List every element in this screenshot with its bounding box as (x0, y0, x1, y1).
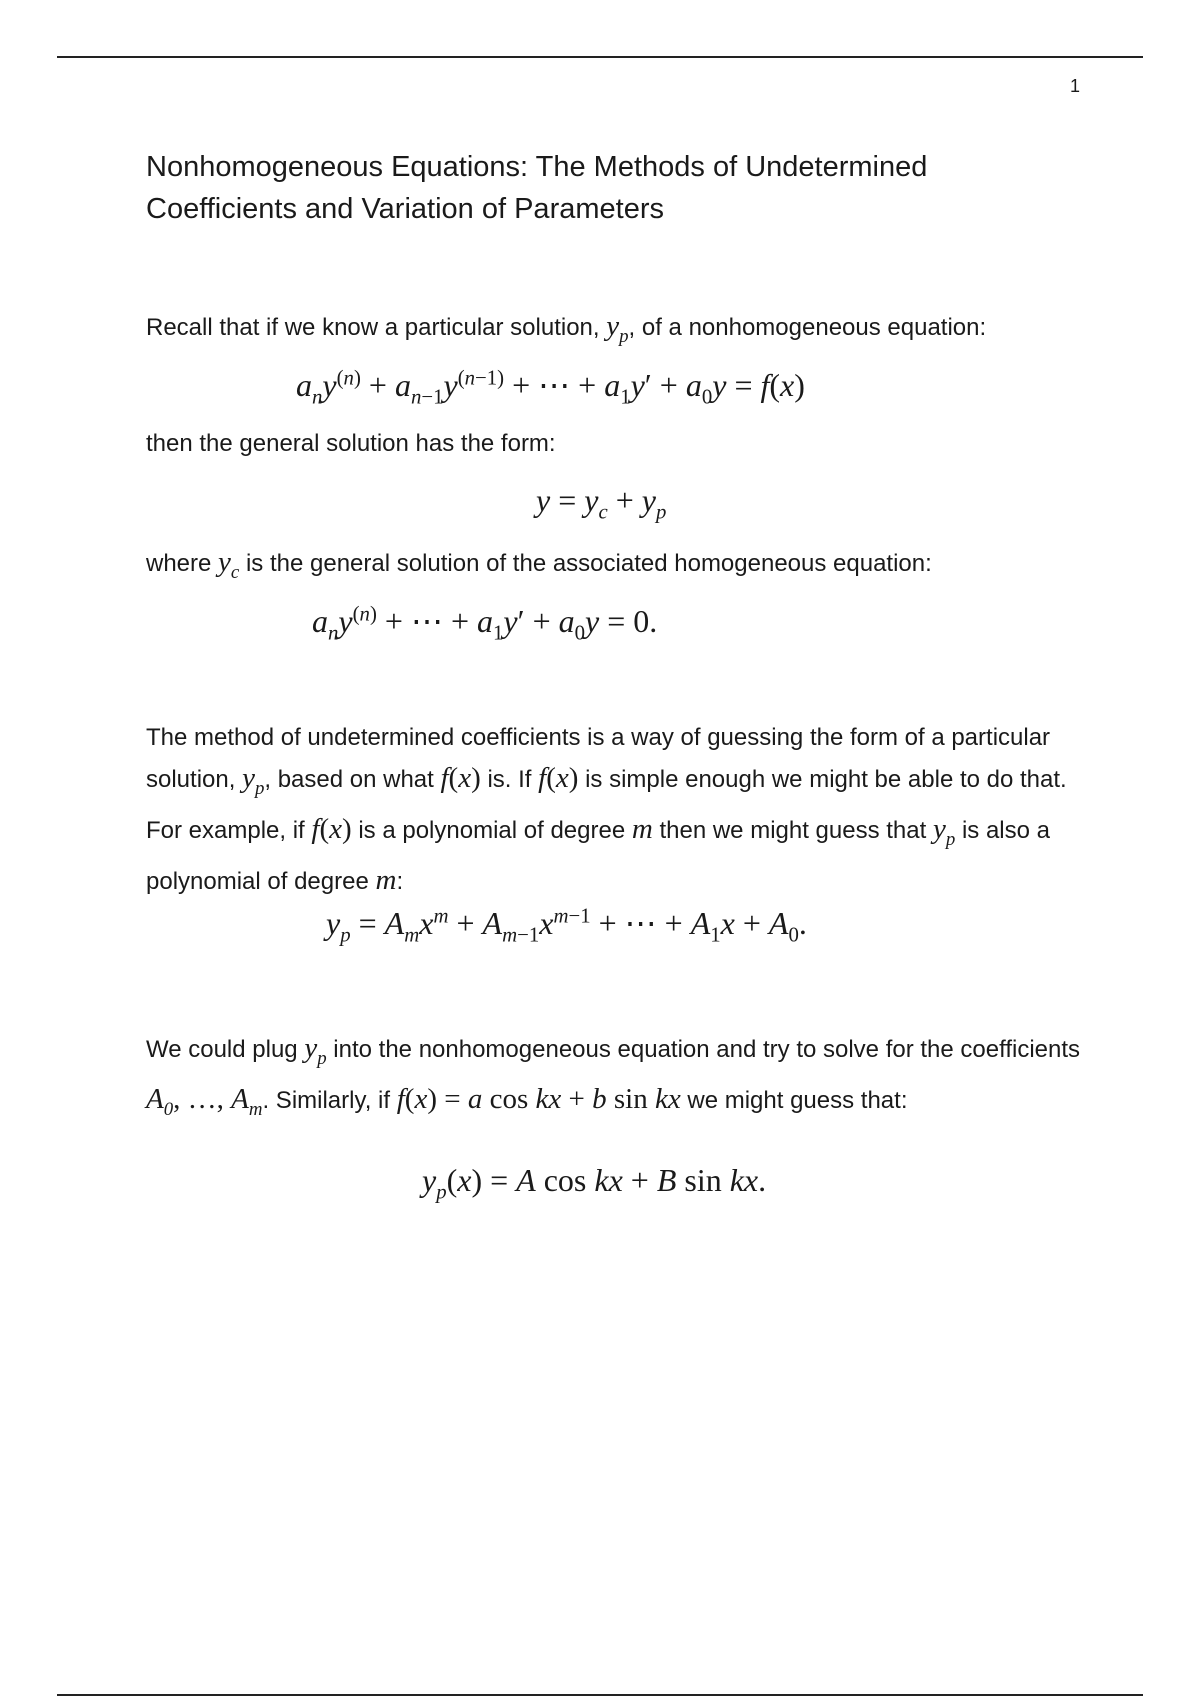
page-number: 1 (1070, 76, 1081, 96)
equation-polynomial-guess: $y_p = A_mx^m + A_{m-1}x^{m-1}$ + ⋯ + $A_1x + A_0$. (326, 904, 807, 947)
equation-trig-guess: $y_p(x) = A$ cos kx + B sin kx. (422, 1162, 767, 1204)
header-rule (57, 56, 1143, 58)
footer-rule (57, 1694, 1143, 1696)
equation-nonhomogeneous: $a_ny^{(n)} + a_{n-1}y^{(n-1)}$ + ⋯ + $a_1y' + a_0y = f(x)$ (296, 366, 805, 409)
paragraph-where: where $y_c$ is the general solution of the associated homogeneous equation: (146, 546, 932, 583)
equation-homogeneous: $a_ny^{(n)}$ + ⋯ + $a_1y' + a_0y = 0$. (312, 602, 658, 645)
paragraph-undetermined: The method of undetermined coefficients is a way of guessing the form of a particular solution, $y_p$, based on what f(x) is. If f(x) is simple enough we might be able to do that. For example, if f(x) is a polynomial of degree m then we might guess that $y_p$ is also a polynomial of degree m: (146, 724, 1067, 896)
paragraph-then-general: then the general solution has the form: (146, 430, 556, 457)
paragraph-recall: Recall that if we know a particular solution, $y_p$, of a nonhomogeneous equation: (146, 310, 987, 347)
page-title: Nonhomogeneous Equations: The Methods of Undetermined Coefficients and Variation of Parameters (146, 151, 928, 225)
paragraph-plug: We could plug $y_p$ into the nonhomogeneous equation and try to solve for the coefficients $A_0$, …, $A_m$. Similarly, if f(x) = a cos kx + b sin kx we might guess that: (146, 1032, 1081, 1120)
equation-general-solution: $y = y_c + y_p$ (536, 482, 667, 524)
